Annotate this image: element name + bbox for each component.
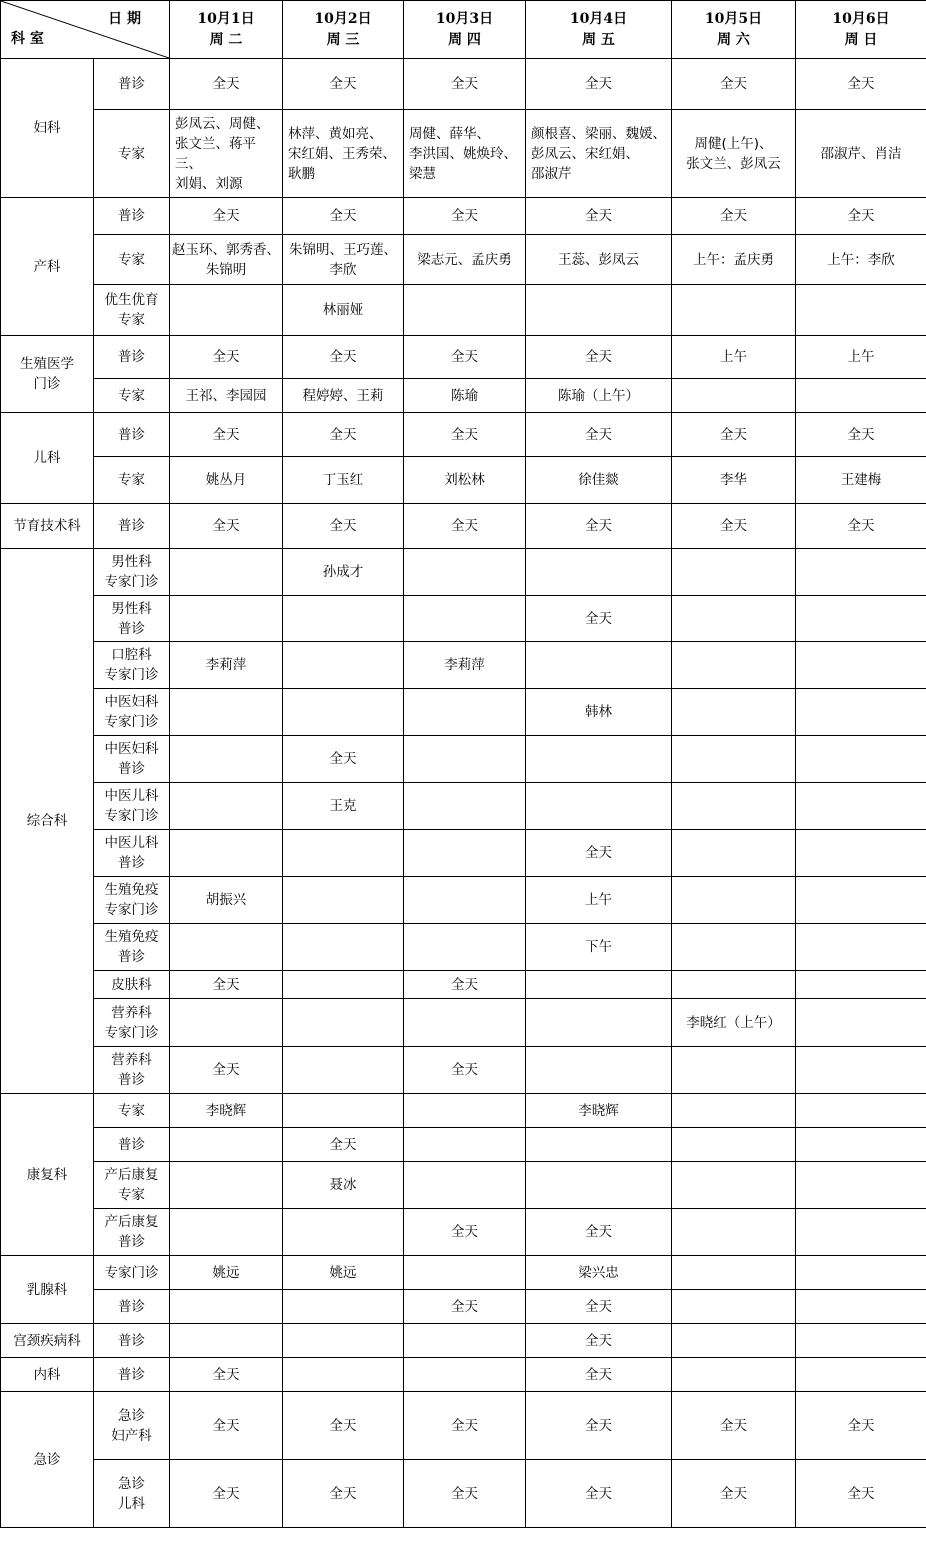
schedule-cell bbox=[170, 1128, 283, 1162]
schedule-cell: 全天 bbox=[526, 1290, 672, 1324]
schedule-cell bbox=[404, 1358, 526, 1392]
table-row bbox=[1, 1460, 926, 1528]
schedule-cell: 全天 bbox=[170, 59, 283, 110]
clinic-type: 产后康复 专家 bbox=[94, 1162, 170, 1209]
clinic-type: 急诊 妇产科 bbox=[94, 1392, 170, 1460]
schedule-cell bbox=[796, 1094, 926, 1128]
schedule-cell: 赵玉环、郭秀香、 朱锦明 bbox=[170, 235, 283, 285]
schedule-cell: 全天 bbox=[404, 971, 526, 999]
table-row bbox=[1, 1162, 926, 1209]
schedule-cell: 聂冰 bbox=[283, 1162, 404, 1209]
clinic-type: 专家 bbox=[94, 235, 170, 285]
schedule-cell bbox=[526, 736, 672, 783]
header-row bbox=[1, 1, 926, 59]
schedule-cell: 上午 bbox=[672, 336, 796, 379]
schedule-cell bbox=[796, 596, 926, 642]
schedule-body bbox=[1, 59, 926, 1528]
corner-header bbox=[1, 1, 170, 59]
schedule-cell: 全天 bbox=[283, 504, 404, 549]
table-row bbox=[1, 198, 926, 235]
table-row bbox=[1, 1094, 926, 1128]
schedule-cell bbox=[404, 596, 526, 642]
schedule-cell: 胡振兴 bbox=[170, 877, 283, 924]
schedule-cell: 全天 bbox=[404, 1290, 526, 1324]
schedule-cell bbox=[796, 642, 926, 689]
schedule-cell: 全天 bbox=[170, 971, 283, 999]
schedule-cell bbox=[404, 999, 526, 1047]
schedule-cell bbox=[796, 999, 926, 1047]
day-week: 周 四 bbox=[448, 31, 481, 48]
schedule-cell bbox=[796, 1358, 926, 1392]
clinic-type: 皮肤科 bbox=[94, 971, 170, 999]
schedule-cell bbox=[170, 689, 283, 736]
schedule-cell bbox=[672, 1256, 796, 1290]
day-header bbox=[404, 1, 526, 59]
day-date: 10月5日 bbox=[704, 10, 763, 27]
schedule-cell bbox=[170, 736, 283, 783]
day-date: 10月2日 bbox=[314, 10, 372, 27]
department-name: 康复科 bbox=[1, 1094, 94, 1256]
schedule-cell bbox=[283, 689, 404, 736]
schedule-cell bbox=[526, 1047, 672, 1094]
table-row bbox=[1, 999, 926, 1047]
clinic-type: 产后康复 普诊 bbox=[94, 1209, 170, 1256]
schedule-cell bbox=[526, 642, 672, 689]
schedule-cell bbox=[672, 1128, 796, 1162]
schedule-cell bbox=[672, 549, 796, 596]
schedule-cell: 全天 bbox=[283, 336, 404, 379]
schedule-cell: 上午：李欣 bbox=[796, 235, 926, 285]
clinic-type: 普诊 bbox=[94, 1324, 170, 1358]
schedule-cell: 全天 bbox=[526, 413, 672, 457]
schedule-cell: 全天 bbox=[170, 198, 283, 235]
schedule-cell: 梁志元、孟庆勇 bbox=[404, 235, 526, 285]
schedule-cell bbox=[283, 1290, 404, 1324]
schedule-cell bbox=[404, 1324, 526, 1358]
clinic-type: 男性科 普诊 bbox=[94, 596, 170, 642]
clinic-type: 普诊 bbox=[94, 59, 170, 110]
schedule-cell: 徐佳燚 bbox=[526, 457, 672, 504]
schedule-cell: 全天 bbox=[404, 336, 526, 379]
day-date: 10月3日 bbox=[435, 10, 494, 27]
clinic-type: 生殖免疫 普诊 bbox=[94, 924, 170, 971]
department-name: 产科 bbox=[1, 198, 94, 336]
table-row bbox=[1, 285, 926, 336]
schedule-cell: 林萍、黄如亮、 宋红娟、王秀荣、 耿鹏 bbox=[283, 110, 404, 198]
schedule-cell: 全天 bbox=[283, 1460, 404, 1528]
schedule-cell bbox=[404, 783, 526, 830]
schedule-cell: 全天 bbox=[404, 1047, 526, 1094]
clinic-type: 普诊 bbox=[94, 1290, 170, 1324]
corner-dept-label: 科 室 bbox=[11, 31, 44, 47]
day-week: 周 六 bbox=[717, 31, 750, 48]
schedule-cell bbox=[796, 783, 926, 830]
table-row bbox=[1, 642, 926, 689]
schedule-cell: 全天 bbox=[170, 1392, 283, 1460]
schedule-cell: 王祁、李园园 bbox=[170, 379, 283, 413]
schedule-cell bbox=[283, 830, 404, 877]
clinic-type: 中医妇科 专家门诊 bbox=[94, 689, 170, 736]
schedule-cell bbox=[796, 830, 926, 877]
schedule-cell: 王克 bbox=[283, 783, 404, 830]
schedule-cell bbox=[796, 1128, 926, 1162]
department-name: 内科 bbox=[1, 1358, 94, 1392]
schedule-cell bbox=[170, 285, 283, 336]
schedule-cell: 周健(上午)、 张文兰、彭凤云 bbox=[672, 110, 796, 198]
schedule-cell bbox=[404, 877, 526, 924]
schedule-cell: 全天 bbox=[672, 198, 796, 235]
schedule-cell bbox=[283, 1047, 404, 1094]
clinic-type: 专家 bbox=[94, 1094, 170, 1128]
clinic-type: 口腔科 专家门诊 bbox=[94, 642, 170, 689]
schedule-cell bbox=[404, 1094, 526, 1128]
schedule-cell: 全天 bbox=[672, 1460, 796, 1528]
schedule-cell bbox=[672, 1290, 796, 1324]
table-row bbox=[1, 971, 926, 999]
day-week: 周 三 bbox=[326, 31, 360, 48]
schedule-cell: 邵淑芹、肖洁 bbox=[796, 110, 926, 198]
schedule-cell bbox=[170, 830, 283, 877]
clinic-type: 营养科 普诊 bbox=[94, 1047, 170, 1094]
schedule-cell: 全天 bbox=[404, 1392, 526, 1460]
schedule-cell bbox=[672, 379, 796, 413]
schedule-cell: 全天 bbox=[796, 198, 926, 235]
schedule-cell: 李莉萍 bbox=[170, 642, 283, 689]
schedule-cell: 全天 bbox=[526, 1392, 672, 1460]
schedule-cell bbox=[672, 596, 796, 642]
table-row bbox=[1, 235, 926, 285]
schedule-cell bbox=[170, 596, 283, 642]
schedule-cell: 姚远 bbox=[283, 1256, 404, 1290]
schedule-cell bbox=[283, 924, 404, 971]
schedule-cell: 姚远 bbox=[170, 1256, 283, 1290]
table-row bbox=[1, 877, 926, 924]
department-name: 综合科 bbox=[1, 549, 94, 1094]
day-header bbox=[283, 1, 404, 59]
clinic-type: 营养科 专家门诊 bbox=[94, 999, 170, 1047]
clinic-type: 中医儿科 专家门诊 bbox=[94, 783, 170, 830]
schedule-cell: 全天 bbox=[283, 1392, 404, 1460]
table-row bbox=[1, 1324, 926, 1358]
schedule-cell: 全天 bbox=[283, 1128, 404, 1162]
schedule-cell: 全天 bbox=[526, 1460, 672, 1528]
table-row bbox=[1, 689, 926, 736]
schedule-cell: 颜根喜、梁丽、魏媛、 彭凤云、宋红娟、 邵淑芹 bbox=[526, 110, 672, 198]
clinic-type: 生殖免疫 专家门诊 bbox=[94, 877, 170, 924]
schedule-cell bbox=[526, 1128, 672, 1162]
day-date: 10月4日 bbox=[569, 10, 628, 27]
day-week: 周 日 bbox=[844, 31, 878, 48]
table-row bbox=[1, 783, 926, 830]
schedule-cell: 全天 bbox=[170, 413, 283, 457]
schedule-cell: 全天 bbox=[283, 736, 404, 783]
schedule-cell: 全天 bbox=[796, 504, 926, 549]
schedule-cell: 全天 bbox=[283, 198, 404, 235]
schedule-cell: 全天 bbox=[170, 1460, 283, 1528]
day-week: 周 二 bbox=[209, 31, 243, 48]
schedule-cell: 全天 bbox=[526, 59, 672, 110]
schedule-cell: 周健、薛华、 李洪国、姚焕玲、 梁慧 bbox=[404, 110, 526, 198]
table-row bbox=[1, 1128, 926, 1162]
schedule-cell bbox=[672, 830, 796, 877]
schedule-cell bbox=[283, 999, 404, 1047]
table-row bbox=[1, 413, 926, 457]
schedule-cell bbox=[796, 924, 926, 971]
table-row bbox=[1, 110, 926, 198]
clinic-type: 急诊 儿科 bbox=[94, 1460, 170, 1528]
table-row bbox=[1, 1290, 926, 1324]
schedule-cell bbox=[526, 549, 672, 596]
schedule-cell: 全天 bbox=[170, 336, 283, 379]
schedule-cell: 上午 bbox=[526, 877, 672, 924]
clinic-type: 专家门诊 bbox=[94, 1256, 170, 1290]
schedule-cell: 李华 bbox=[672, 457, 796, 504]
schedule-cell bbox=[526, 971, 672, 999]
schedule-cell: 全天 bbox=[796, 413, 926, 457]
schedule-cell bbox=[526, 999, 672, 1047]
schedule-cell: 陈瑜 bbox=[404, 379, 526, 413]
schedule-cell bbox=[526, 783, 672, 830]
schedule-cell bbox=[170, 783, 283, 830]
schedule-cell bbox=[796, 379, 926, 413]
schedule-cell: 李莉萍 bbox=[404, 642, 526, 689]
clinic-type: 普诊 bbox=[94, 1358, 170, 1392]
day-date: 10月1日 bbox=[197, 10, 255, 27]
schedule-cell bbox=[672, 783, 796, 830]
day-header bbox=[672, 1, 796, 59]
day-header bbox=[796, 1, 926, 59]
schedule-cell: 彭凤云、周健、 张文兰、蒋平三、 刘娟、刘源 bbox=[170, 110, 283, 198]
schedule-cell bbox=[170, 1162, 283, 1209]
clinic-type: 专家 bbox=[94, 457, 170, 504]
schedule-cell bbox=[404, 1128, 526, 1162]
schedule-cell: 孙成才 bbox=[283, 549, 404, 596]
schedule-cell bbox=[283, 877, 404, 924]
schedule-cell: 程婷婷、王莉 bbox=[283, 379, 404, 413]
schedule-cell bbox=[796, 1209, 926, 1256]
schedule-cell bbox=[672, 924, 796, 971]
schedule-cell: 全天 bbox=[526, 596, 672, 642]
schedule-cell: 全天 bbox=[404, 59, 526, 110]
schedule-cell: 陈瑜（上午） bbox=[526, 379, 672, 413]
schedule-cell: 王建梅 bbox=[796, 457, 926, 504]
table-row bbox=[1, 830, 926, 877]
table-row bbox=[1, 1209, 926, 1256]
table-row bbox=[1, 336, 926, 379]
schedule-cell: 上午：孟庆勇 bbox=[672, 235, 796, 285]
schedule-cell bbox=[170, 1324, 283, 1358]
schedule-cell bbox=[672, 1047, 796, 1094]
schedule-cell: 李晓红（上午） bbox=[672, 999, 796, 1047]
schedule-cell bbox=[404, 736, 526, 783]
schedule-cell: 全天 bbox=[796, 1460, 926, 1528]
schedule-cell: 全天 bbox=[672, 1392, 796, 1460]
clinic-type: 普诊 bbox=[94, 413, 170, 457]
schedule-cell bbox=[170, 1290, 283, 1324]
day-week: 周 五 bbox=[582, 31, 615, 48]
schedule-cell bbox=[796, 1324, 926, 1358]
schedule-cell bbox=[796, 1162, 926, 1209]
schedule-cell: 全天 bbox=[526, 1324, 672, 1358]
schedule-cell: 全天 bbox=[672, 59, 796, 110]
clinic-type: 男性科 专家门诊 bbox=[94, 549, 170, 596]
schedule-cell: 王蕊、彭凤云 bbox=[526, 235, 672, 285]
schedule-cell bbox=[796, 1047, 926, 1094]
clinic-type: 优生优育 专家 bbox=[94, 285, 170, 336]
schedule-cell: 李晓辉 bbox=[170, 1094, 283, 1128]
schedule-cell: 梁兴忠 bbox=[526, 1256, 672, 1290]
schedule-cell bbox=[404, 285, 526, 336]
schedule-cell: 上午 bbox=[796, 336, 926, 379]
schedule-cell: 刘松林 bbox=[404, 457, 526, 504]
schedule-cell bbox=[526, 1162, 672, 1209]
schedule-cell bbox=[170, 999, 283, 1047]
department-name: 儿科 bbox=[1, 413, 94, 504]
schedule-cell: 全天 bbox=[526, 336, 672, 379]
day-header bbox=[526, 1, 672, 59]
schedule-cell bbox=[796, 1290, 926, 1324]
table-row bbox=[1, 1358, 926, 1392]
schedule-cell bbox=[672, 1162, 796, 1209]
table-row bbox=[1, 596, 926, 642]
schedule-cell bbox=[283, 1094, 404, 1128]
schedule-cell bbox=[672, 1209, 796, 1256]
table-row bbox=[1, 736, 926, 783]
schedule-cell: 全天 bbox=[526, 198, 672, 235]
table-row bbox=[1, 59, 926, 110]
schedule-cell bbox=[404, 1256, 526, 1290]
schedule-cell: 全天 bbox=[796, 1392, 926, 1460]
table-row bbox=[1, 1047, 926, 1094]
schedule-cell: 下午 bbox=[526, 924, 672, 971]
schedule-cell bbox=[404, 689, 526, 736]
schedule-cell: 全天 bbox=[404, 504, 526, 549]
department-name: 乳腺科 bbox=[1, 1256, 94, 1324]
schedule-cell bbox=[796, 689, 926, 736]
schedule-cell: 全天 bbox=[672, 413, 796, 457]
schedule-cell: 全天 bbox=[170, 504, 283, 549]
schedule-cell: 全天 bbox=[283, 413, 404, 457]
schedule-cell: 林丽娅 bbox=[283, 285, 404, 336]
table-row bbox=[1, 1392, 926, 1460]
schedule-cell bbox=[672, 689, 796, 736]
table-row bbox=[1, 549, 926, 596]
table-row bbox=[1, 379, 926, 413]
day-header bbox=[170, 1, 283, 59]
corner-date-label: 日 期 bbox=[108, 11, 141, 27]
day-date: 10月6日 bbox=[832, 10, 890, 27]
clinic-type: 中医妇科 普诊 bbox=[94, 736, 170, 783]
schedule-cell bbox=[526, 285, 672, 336]
schedule-cell bbox=[672, 971, 796, 999]
department-name: 宫颈疾病科 bbox=[1, 1324, 94, 1358]
schedule-cell bbox=[796, 736, 926, 783]
schedule-cell bbox=[404, 549, 526, 596]
schedule-cell bbox=[404, 830, 526, 877]
schedule-cell: 全天 bbox=[672, 504, 796, 549]
schedule-cell bbox=[170, 549, 283, 596]
schedule-cell bbox=[672, 1324, 796, 1358]
clinic-type: 普诊 bbox=[94, 336, 170, 379]
schedule-cell bbox=[796, 549, 926, 596]
schedule-cell bbox=[170, 924, 283, 971]
schedule-cell bbox=[283, 1324, 404, 1358]
schedule-cell: 全天 bbox=[526, 830, 672, 877]
department-name: 生殖医学 门诊 bbox=[1, 336, 94, 413]
schedule-cell: 李晓辉 bbox=[526, 1094, 672, 1128]
department-name: 急诊 bbox=[1, 1392, 94, 1528]
clinic-type: 专家 bbox=[94, 379, 170, 413]
schedule-cell: 全天 bbox=[796, 59, 926, 110]
schedule-cell bbox=[283, 1358, 404, 1392]
schedule-cell bbox=[283, 596, 404, 642]
schedule-cell: 韩林 bbox=[526, 689, 672, 736]
clinic-type: 普诊 bbox=[94, 504, 170, 549]
schedule-cell: 全天 bbox=[404, 1209, 526, 1256]
schedule-cell bbox=[283, 642, 404, 689]
clinic-type: 专家 bbox=[94, 110, 170, 198]
clinic-type: 普诊 bbox=[94, 198, 170, 235]
table-row bbox=[1, 1256, 926, 1290]
schedule-cell bbox=[672, 642, 796, 689]
table-row bbox=[1, 504, 926, 549]
schedule-cell bbox=[404, 924, 526, 971]
schedule-cell: 全天 bbox=[526, 1209, 672, 1256]
schedule-cell: 姚丛月 bbox=[170, 457, 283, 504]
table-row bbox=[1, 457, 926, 504]
schedule-cell bbox=[672, 736, 796, 783]
schedule-cell bbox=[283, 971, 404, 999]
clinic-type: 中医儿科 普诊 bbox=[94, 830, 170, 877]
department-name: 节育技术科 bbox=[1, 504, 94, 549]
schedule-cell: 全天 bbox=[404, 413, 526, 457]
schedule-cell bbox=[672, 285, 796, 336]
schedule-cell bbox=[170, 1209, 283, 1256]
schedule-cell: 全天 bbox=[404, 1460, 526, 1528]
schedule-cell bbox=[404, 1162, 526, 1209]
schedule-cell: 全天 bbox=[283, 59, 404, 110]
schedule-cell bbox=[796, 971, 926, 999]
schedule-cell: 全天 bbox=[526, 504, 672, 549]
schedule-cell: 全天 bbox=[404, 198, 526, 235]
schedule-cell: 丁玉红 bbox=[283, 457, 404, 504]
clinic-type: 普诊 bbox=[94, 1128, 170, 1162]
table-row bbox=[1, 924, 926, 971]
schedule-cell: 全天 bbox=[170, 1358, 283, 1392]
department-name: 妇科 bbox=[1, 59, 94, 198]
schedule-cell bbox=[672, 877, 796, 924]
schedule-cell: 朱锦明、王巧莲、 李欣 bbox=[283, 235, 404, 285]
schedule-cell bbox=[796, 877, 926, 924]
schedule-cell bbox=[283, 1209, 404, 1256]
schedule-cell bbox=[672, 1358, 796, 1392]
schedule-cell bbox=[796, 285, 926, 336]
schedule-cell: 全天 bbox=[170, 1047, 283, 1094]
schedule-cell bbox=[672, 1094, 796, 1128]
schedule-cell bbox=[796, 1256, 926, 1290]
schedule-cell: 全天 bbox=[526, 1358, 672, 1392]
